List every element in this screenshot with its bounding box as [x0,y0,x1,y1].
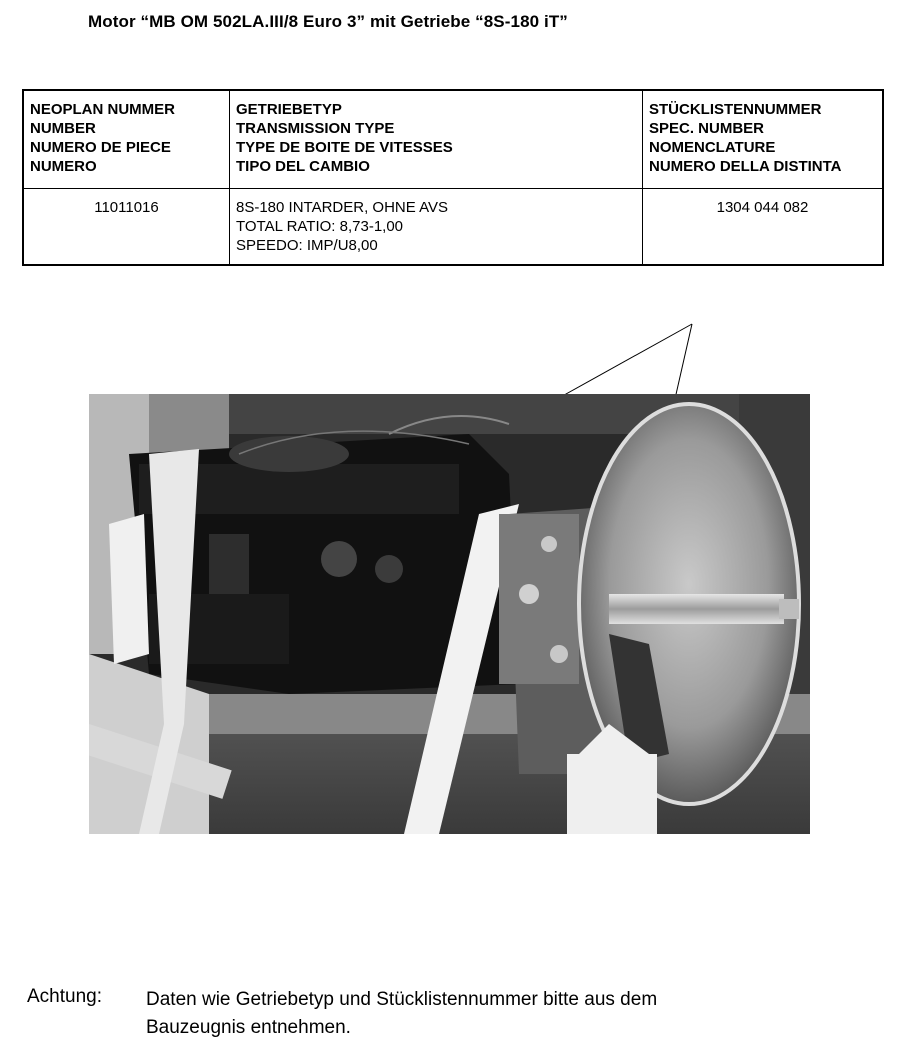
header-transmission-fr: TYPE DE BOITE DE VITESSES [236,139,453,156]
transmission-type: 8S-180 INTARDER, OHNE AVS [236,199,449,216]
engine-transmission-photo [89,394,810,834]
header-number-en: NUMBER [30,120,96,137]
header-spec-number [643,90,884,189]
header-transmission-it: TIPO DEL CAMBIO [236,158,370,175]
note-line-2: Bauzeugnis entnehmen. [146,1017,351,1038]
header-spec-en: SPEC. NUMBER [649,120,765,137]
spec-table [22,89,884,266]
transmission-speedo: SPEEDO: IMP/U8,00 [236,237,378,254]
header-spec-de: STÜCKLISTENNUMMER [649,101,822,118]
cell-spec-number: 1304 044 082 [643,189,884,266]
cell-transmission [230,189,643,266]
header-spec-fr: NOMENCLATURE [649,139,776,156]
header-number-de: NEOPLAN NUMMER [30,101,175,118]
header-transmission [230,90,643,189]
header-transmission-en: TRANSMISSION TYPE [236,120,395,137]
cell-number: 11011016 [23,189,230,266]
note-line-1: Daten wie Getriebetyp und Stücklistennummer bitte aus dem [146,989,658,1010]
page-title: Motor “MB OM 502LA.III/8 Euro 3” mit Getriebe “8S-180 iT” [88,12,568,31]
header-spec-it: NUMERO DELLA DISTINTA [649,158,842,175]
note-text [146,986,846,1042]
table-header-row [23,90,883,189]
transmission-ratio: TOTAL RATIO: 8,73-1,00 [236,218,404,235]
table-row [23,189,883,266]
photo-graphic [89,394,810,834]
header-number-fr: NUMERO DE PIECE [30,139,171,156]
note-label: Achtung: [27,986,102,1007]
header-transmission-de: GETRIEBETYP [236,101,342,118]
header-number-it: NUMERO [30,158,97,175]
header-number [23,90,230,189]
